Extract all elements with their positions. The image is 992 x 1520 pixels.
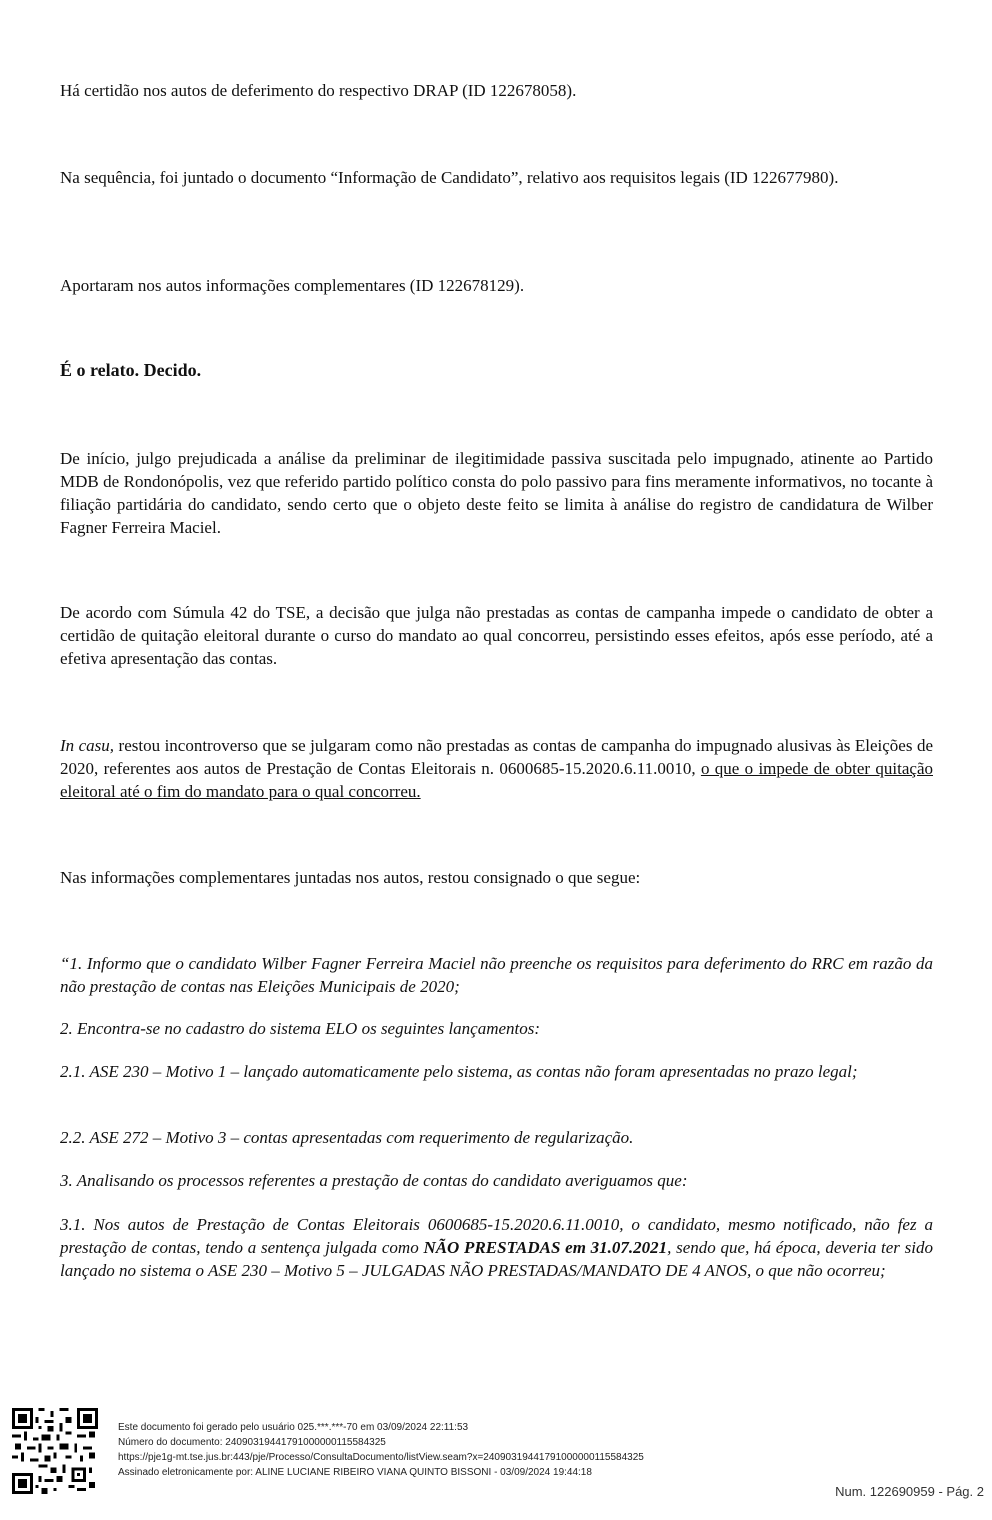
quote-item-2-2: 2.2. ASE 272 – Motivo 3 – contas apresentadas com requerimento de regularização. <box>60 1128 634 1147</box>
paragraph-drap: Há certidão nos autos de deferimento do respectivo DRAP (ID 122678058). <box>60 81 577 100</box>
in-casu-term: In casu, <box>60 736 115 755</box>
footer-metadata <box>118 1420 644 1480</box>
paragraph-preliminar: De início, julgo prejudicada a análise da preliminar de ilegitimidade passiva suscitada pelo impugnado, atinente ao Partido MDB de Rondonópolis, vez que referido partido político consta do polo passivo para fins meramente informativos, no tocante à filiação partidária do candidato, sendo certo que o objeto deste feito se limita à análise do registro de candidatura de Wilber Fagner Ferreira Maciel. <box>60 449 933 537</box>
document-footer <box>0 1400 992 1520</box>
quote-item-2-1: 2.1. ASE 230 – Motivo 1 – lançado automaticamente pelo sistema, as contas não foram apresentadas no prazo legal; <box>60 1062 858 1081</box>
page-number: Num. 122690959 - Pág. 2 <box>835 1484 984 1499</box>
paragraph-consignado: Nas informações complementares juntadas nos autos, restou consignado o que segue: <box>60 868 641 887</box>
section-heading: É o relato. Decido. <box>60 360 202 380</box>
paragraph-in-casu <box>60 734 933 803</box>
in-casu-underlined: o que o impede de obter quitação eleitoral até o fim do mandato para o qual concorreu. <box>60 759 933 801</box>
in-casu-text: restou incontroverso que se julgaram como não prestadas as contas de campanha do impugnado alusivas às Eleições de 2020, referentes aos autos de Prestação de Contas Eleitorais n. 0600685-15.2020.6.11.0010, <box>60 736 933 778</box>
paragraph-informacao-candidato: Na sequência, foi juntado o documento “Informação de Candidato”, relativo aos requisitos legais (ID 122677980). <box>60 168 839 187</box>
footer-document-number: Número do documento: 24090319441791000000115584325 <box>118 1437 386 1448</box>
quote-item-1: “1. Informo que o candidato Wilber Fagner Ferreira Maciel não preenche os requisitos para deferimento do RRC em razão da não prestação de contas nas Eleições Municipais de 2020; <box>60 954 933 996</box>
quote-3-1-text-b: , sendo que, há época, deveria ter sido lançado no sistema o ASE 230 – Motivo 5 – JULGADAS NÃO PRESTADAS/MANDATO DE 4 ANOS, o que não ocorreu; <box>60 1238 933 1280</box>
quote-item-2: 2. Encontra-se no cadastro do sistema ELO os seguintes lançamentos: <box>60 1019 541 1038</box>
footer-generated-by: Este documento foi gerado pelo usuário 025.***.***-70 em 03/09/2024 22:11:53 <box>118 1422 469 1433</box>
quote-3-1-bold: NÃO PRESTADAS em 31.07.2021 <box>423 1238 668 1257</box>
quote-item-3: 3. Analisando os processos referentes a prestação de contas do candidato averiguamos que: <box>60 1171 688 1190</box>
qr-code-icon <box>12 1408 98 1494</box>
footer-signature: Assinado eletronicamente por: ALINE LUCIANE RIBEIRO VIANA QUINTO BISSONI - 03/09/2024 19:44:18 <box>118 1467 592 1478</box>
quote-3-1-text-a: 3.1. Nos autos de Prestação de Contas Eleitorais 0600685-15.2020.6.11.0010, o candidato, mesmo notificado, não fez a prestação de contas, tendo a sentença julgada como <box>60 1215 933 1257</box>
paragraph-sumula-42: De acordo com Súmula 42 do TSE, a decisão que julga não prestadas as contas de campanha impede o candidato de obter a certidão de quitação eleitoral durante o curso do mandato ao qual concorreu, persistindo esses efeitos, após esse período, até a efetiva apresentação das contas. <box>60 603 933 668</box>
paragraph-informacoes-complementares: Aportaram nos autos informações complementares (ID 122678129). <box>60 276 525 295</box>
quote-item-3-1 <box>60 1213 933 1282</box>
footer-url[interactable]: https://pje1g-mt.tse.jus.br:443/pje/Processo/ConsultaDocumento/listView.seam?x=24090319441791000000115584325 <box>118 1452 644 1463</box>
